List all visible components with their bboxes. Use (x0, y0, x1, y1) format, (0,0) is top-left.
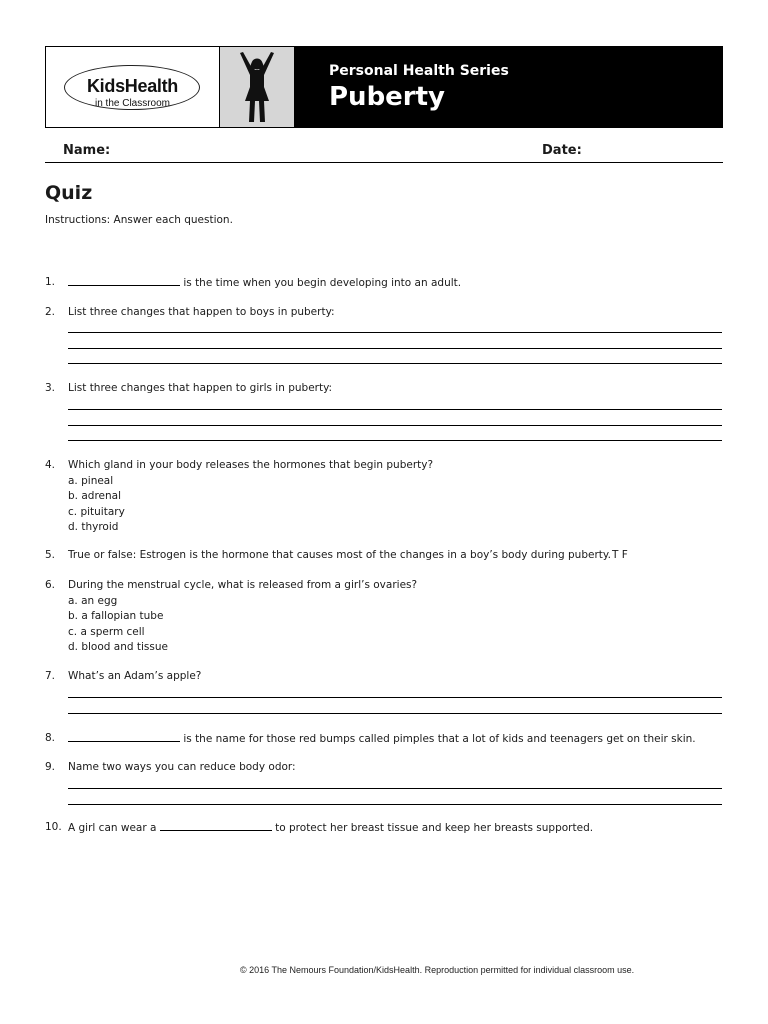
answer-blank[interactable] (68, 731, 180, 742)
answer-line[interactable] (68, 440, 722, 441)
girl-silhouette-icon (234, 51, 280, 125)
question-number: 6. (45, 579, 56, 591)
answer-option[interactable]: d. blood and tissue (68, 641, 168, 653)
question-text: is the time when you begin developing into an adult. (183, 277, 462, 289)
answer-option[interactable]: b. a fallopian tube (68, 610, 164, 622)
answer-line[interactable] (68, 363, 722, 364)
question-number: 1. (45, 276, 56, 288)
question-text: True or false: Estrogen is the hormone that causes most of the changes in a boy’s body during puberty. (68, 549, 611, 561)
question-number: 4. (45, 459, 56, 471)
question-text: is the name for those red bumps called pimples that a lot of kids and teenagers get on their skin. (183, 733, 696, 745)
answer-option[interactable]: b. adrenal (68, 490, 121, 502)
page-title: Puberty (329, 82, 446, 112)
answer-option[interactable]: c. pituitary (68, 505, 125, 518)
answer-option[interactable]: d. thyroid (68, 521, 119, 533)
question-text: Name two ways you can reduce body odor: (68, 761, 296, 773)
question-number: 2. (45, 306, 56, 318)
answer-line[interactable] (68, 409, 722, 410)
worksheet-header (45, 46, 723, 128)
kidshealth-logo (46, 47, 220, 127)
date-label: Date: (542, 143, 582, 158)
answer-blank[interactable] (68, 275, 180, 286)
quiz-heading: Quiz (45, 182, 93, 204)
question-text: During the menstrual cycle, what is released from a girl’s ovaries? (68, 579, 418, 591)
answer-line[interactable] (68, 788, 722, 789)
name-label: Name: (63, 143, 111, 158)
logo-main-text: KidsHealth (86, 76, 179, 96)
answer-option[interactable]: a. an egg (68, 594, 118, 607)
question-text: List three changes that happen to boys in puberty: (68, 306, 335, 318)
answer-option[interactable]: a. pineal (68, 474, 114, 487)
question-number: 8. (45, 732, 56, 744)
name-date-bar (45, 141, 723, 163)
logo-sub-text: in the Classroom (94, 98, 171, 109)
question-text: Which gland in your body releases the hormones that begin puberty? (68, 459, 434, 471)
question-text-after: to protect her breast tissue and keep her breasts supported. (275, 822, 594, 834)
question-number: 7. (45, 670, 56, 682)
answer-line[interactable] (68, 332, 722, 333)
title-panel (294, 47, 722, 127)
answer-line[interactable] (68, 697, 722, 698)
answer-line[interactable] (68, 804, 722, 805)
copyright-footer: © 2016 The Nemours Foundation/KidsHealth. Reproduction permitted for individual classroom use. (240, 965, 635, 975)
question-text-before: A girl can wear a (68, 822, 157, 834)
answer-blank[interactable] (160, 820, 272, 831)
question-number: 9. (45, 761, 56, 773)
answer-line[interactable] (68, 348, 722, 349)
answer-option[interactable]: c. a sperm cell (68, 625, 145, 638)
question-number: 5. (45, 549, 56, 561)
instructions: Instructions: Answer each question. (45, 214, 233, 226)
answer-line[interactable] (68, 425, 722, 426)
true-false-choice[interactable]: T F (612, 549, 628, 561)
question-text: What’s an Adam’s apple? (68, 670, 202, 682)
series-title: Personal Health Series (329, 63, 509, 79)
question-number: 10. (45, 821, 62, 833)
answer-line[interactable] (68, 713, 722, 714)
figure-panel (220, 47, 294, 127)
question-number: 3. (45, 382, 56, 394)
question-text: List three changes that happen to girls in puberty: (68, 382, 333, 394)
